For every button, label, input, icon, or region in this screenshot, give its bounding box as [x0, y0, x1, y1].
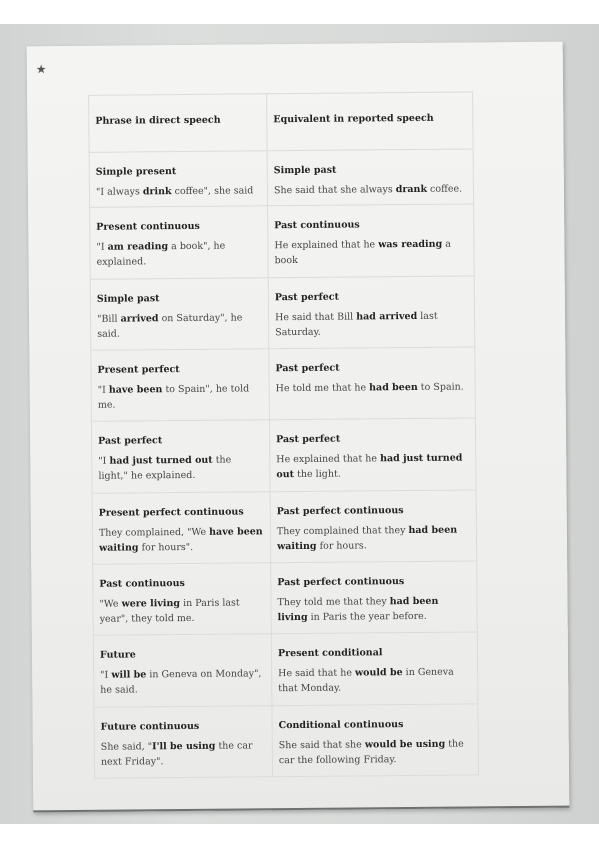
reported-tense-label: Past perfect continuous [277, 576, 405, 589]
reported-cell [272, 704, 479, 777]
header-reported-label: Equivalent in reported speech [273, 112, 434, 126]
reported-tense-label: Past perfect continuous [276, 504, 404, 517]
direct-example-sentence: "I have been to Spain", he told me. [97, 383, 250, 411]
direct-example-sentence: They complained, "We have been waiting for hours". [98, 525, 263, 554]
direct-example-sentence: She said, "I'll be using the car next Friday". [100, 740, 253, 768]
direct-tense-label: Simple present [95, 166, 177, 178]
star-icon: ★ [35, 62, 47, 77]
direct-example-sentence: "I always drink coffee", she said [95, 185, 254, 198]
table-row [90, 276, 475, 351]
direct-cell [91, 420, 270, 493]
reported-tense-label: Past continuous [274, 219, 360, 232]
direct-cell [89, 151, 267, 208]
reported-example-sentence: She said that she would be using the car the following Friday. [278, 738, 464, 766]
reported-tense-label: Past perfect [274, 291, 340, 303]
direct-example-sentence: "Bill arrived on Saturday", he said. [97, 312, 243, 340]
direct-example-sentence: "We were living in Paris last year", they told me. [99, 597, 240, 625]
reported-cell [269, 347, 476, 420]
bottom-border [0, 824, 599, 848]
direct-tense-label: Simple past [96, 292, 160, 305]
direct-tense-label: Present continuous [96, 221, 200, 234]
reported-tense-label: Simple past [273, 164, 337, 177]
paper-sheet [27, 42, 570, 813]
reported-example-sentence: He explained that he was reading a book [274, 239, 451, 267]
reported-cell [270, 490, 477, 563]
direct-example-sentence: "I will be in Geneva on Monday", he said. [100, 668, 262, 697]
direct-tense-label: Future [99, 649, 136, 662]
table-row [89, 149, 473, 208]
direct-cell [90, 277, 269, 350]
reported-example-sentence: He said that he would be in Geneva that Monday. [278, 666, 454, 695]
direct-tense-label: Present perfect continuous [98, 506, 244, 519]
reported-tense-label: Present conditional [277, 647, 383, 660]
table-header-row [89, 92, 473, 152]
direct-cell [94, 705, 273, 778]
table-row [93, 561, 478, 636]
reported-example-sentence: They told me that they had been living in Paris the year before. [277, 595, 439, 624]
table-row [91, 418, 476, 493]
reported-cell [269, 418, 476, 491]
reported-tense-label: Past perfect [275, 362, 340, 375]
reported-example-sentence: She said that she always drank coffee. [273, 183, 463, 197]
reported-cell [271, 561, 478, 634]
table-row [92, 490, 477, 565]
table-row [90, 204, 475, 279]
reported-example-sentence: He said that Bill had arrived last Saturday. [274, 310, 438, 338]
direct-example-sentence: "I am reading a book", he explained. [96, 240, 226, 269]
direct-cell [93, 563, 272, 636]
reported-cell [268, 276, 475, 349]
top-border [0, 0, 599, 24]
reported-example-sentence: They complained that they had been waiting for hours. [276, 524, 458, 552]
reported-cell [271, 632, 478, 705]
header-direct-speech [89, 94, 267, 153]
direct-tense-label: Past perfect [98, 435, 163, 448]
direct-cell [90, 206, 269, 279]
header-direct-label: Phrase in direct speech [95, 114, 221, 127]
table-row [93, 632, 478, 707]
reported-tense-label: Past perfect [276, 433, 341, 446]
reported-tense-label: Conditional continuous [278, 718, 404, 731]
header-reported-speech [267, 92, 473, 151]
reported-example-sentence: He told me that he had been to Spain. [275, 381, 464, 395]
direct-tense-label: Future continuous [100, 720, 200, 733]
direct-cell [92, 491, 271, 564]
direct-tense-label: Past continuous [99, 577, 185, 590]
table-row [94, 704, 479, 779]
reported-cell [267, 149, 473, 206]
direct-example-sentence: "I had just turned out the light," he explained. [98, 454, 232, 483]
direct-cell [93, 634, 272, 707]
direct-cell [91, 349, 270, 422]
direct-tense-label: Present perfect [97, 364, 180, 376]
reported-cell [268, 204, 475, 277]
table-row [91, 347, 476, 422]
reported-example-sentence: He explained that he had just turned out the light. [276, 452, 463, 481]
reported-speech-table [88, 91, 479, 778]
